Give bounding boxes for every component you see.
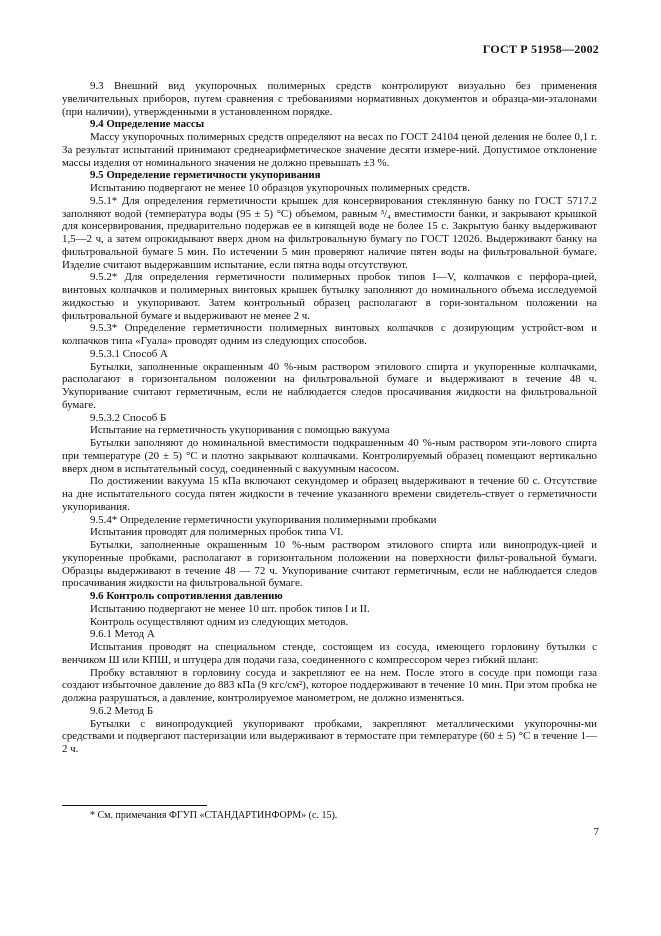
paragraph: По достижении вакуума 15 кПа включают секундомер и образец выдерживают в течение 60 с. Отсутствие на дне испытательного сосуда пятен жидкости в течение указанного времени свидетель-ствует о герметичности укупоривания.	[62, 475, 597, 513]
paragraph: Испытанию подвергают не менее 10 образцов укупорочных полимерных средств.	[90, 182, 470, 194]
paragraph: 9.5.3* Определение герметичности полимерных винтовых колпачков с дозирующим устройст-вом и колпачков типа «Гуала» проводят одним из следующих способов.	[62, 322, 597, 347]
paragraph: Массу укупорочных полимерных средств определяют на весах по ГОСТ 24104 ценой деления не более 0,1 г. За результат испытаний принимают среднеарифметическое значение десяти измере-ний. Допустимое отклонение массы изделия от номинального значения не должно превышать ±3 %.	[62, 131, 597, 169]
section-heading: 9.5 Определение герметичности укупоривания	[90, 169, 321, 182]
page-number: 7	[593, 826, 599, 838]
paragraph: Бутылки, заполненные окрашенным 40 %-ным раствором этилового спирта и укупоренные колпачками, располагают в горизонтальном положении на фильтровальной бумаге и выдерживают в течение 48 ч. Укупоривание считают герметичным, если не наблюдается следов просачивания жидкости на фильтровальной бумаге.	[62, 360, 597, 411]
paragraph: Бутылки с винопродукцией укупоривают пробками, закрепляют металлическими укупорочны-ми средствами и подвергают пастеризации или выдерживают в термостате при температуре (60 ± 5) °С в течение 1—2 ч.	[62, 717, 597, 755]
paragraph: Контроль осуществляют одним из следующих методов.	[90, 615, 349, 628]
paragraph: Бутылки, заполненные окрашенным 10 %-ным раствором этилового спирта или винопродук-цией и укупоренные пробками, располагают в горизонтальном положении на поверхности фильт-ровальной бумаги. Образцы выдерживают в течение 48 — 72 ч. Укупоривание считают герметичным, если не наблюдается следов просачивания жидкости на фильтровальной бумаге.	[62, 539, 597, 590]
paragraph: Испытание на герметичность укупоривания с помощью вакуума	[90, 424, 390, 437]
paragraph: Испытания проводят на специальном стенде, состоящем из сосуда, имеющего горловину бутылки с венчиком Ш или КПШ, и штуцера для подачи газа, соединенного с компрессором через гибкий шланг.	[62, 641, 597, 666]
paragraph: Испытанию подвергают не менее 10 шт. пробок типов I и II.	[90, 602, 370, 615]
paragraph: 9.5.3.1 Способ А	[90, 347, 168, 360]
paragraph: 9.5.3.2 Способ Б	[90, 411, 167, 424]
paragraph: 9.5.4* Определение герметичности укупоривания полимерными пробками	[90, 513, 437, 526]
paragraph: 9.3 Внешний вид укупорочных полимерных средств контролируют визуально без применения увеличительных приборов, путем сравнения с требованиями нормативных документов и образца-ми-эталонами (при наличии), утвержденными в установленном порядке.	[62, 80, 597, 118]
paragraph: 9.6.1 Метод А	[90, 628, 155, 641]
paragraph: Испытания проводят для полимерных пробок типа VI.	[90, 526, 344, 539]
paragraph: Бутылки заполняют до номинальной вместимости подкрашенным 40 %-ным раствором эти-лового спирта при температуре (20 ± 5) °С и плотно закрывают колпачками. Контролируемый образец помещают вертикально вверх дном в испытательный сосуд, соединенный с вакуумным насосом.	[62, 437, 597, 475]
footnote: * См. примечания ФГУП «СТАНДАРТИНФОРМ» (с. 15).	[90, 810, 338, 821]
footnote-divider	[62, 805, 207, 806]
section-heading: 9.4 Определение массы	[90, 118, 205, 131]
section-heading: 9.6 Контроль сопротивления давлению	[90, 590, 283, 602]
paragraph: 9.5.2* Для определения герметичности полимерных пробок типов I—V, колпачков с перфора-цией, винтовых колпачков и полимерных винтовых крышек бутылку заполняют до номинального объема исследуемой жидкостью и укупоривают. Затем контрольный образец располагают в гори-зонтальном положении на фильтровальной бумаге и выдерживают не менее 2 ч.	[62, 271, 597, 322]
paragraph: 9.6.2 Метод Б	[90, 704, 154, 717]
document-body	[62, 80, 597, 756]
document-code-header: ГОСТ Р 51958—2002	[482, 42, 599, 56]
paragraph: 9.5.1* Для определения герметичности крышек для консервирования стеклянную банку по ГОСТ 5717.2 заполняют водой (температура воды (95 ± 5) °С) объемом, равным ³/₄ вместимости банки, и закрывают крышкой для консервирования, предварительно подержав ее в кипящей воде не более 15 с. Закрытую банку выдерживают 1,5—2 ч, а затем опрокидывают вверх дном на фильтровальную бумагу по ГОСТ 12026. Выдерживают банку на фильтровальной бумаге 5 мин. По истечении 5 мин проверяют наличие пятен воды на фильтровальной бумаге. Изделие считают выдержавшим испытание, если пятна воды отсутствуют.	[62, 194, 597, 271]
paragraph: Пробку вставляют в горловину сосуда и закрепляют ее на нем. После этого в сосуде при помощи газа создают избыточное давление до 883 кПа (9 кгс/см²), которое поддерживают в течение 10 мин. При этом пробка не должна разрушаться, а давление, контролируемое манометром, не должно изменяться.	[62, 666, 597, 704]
